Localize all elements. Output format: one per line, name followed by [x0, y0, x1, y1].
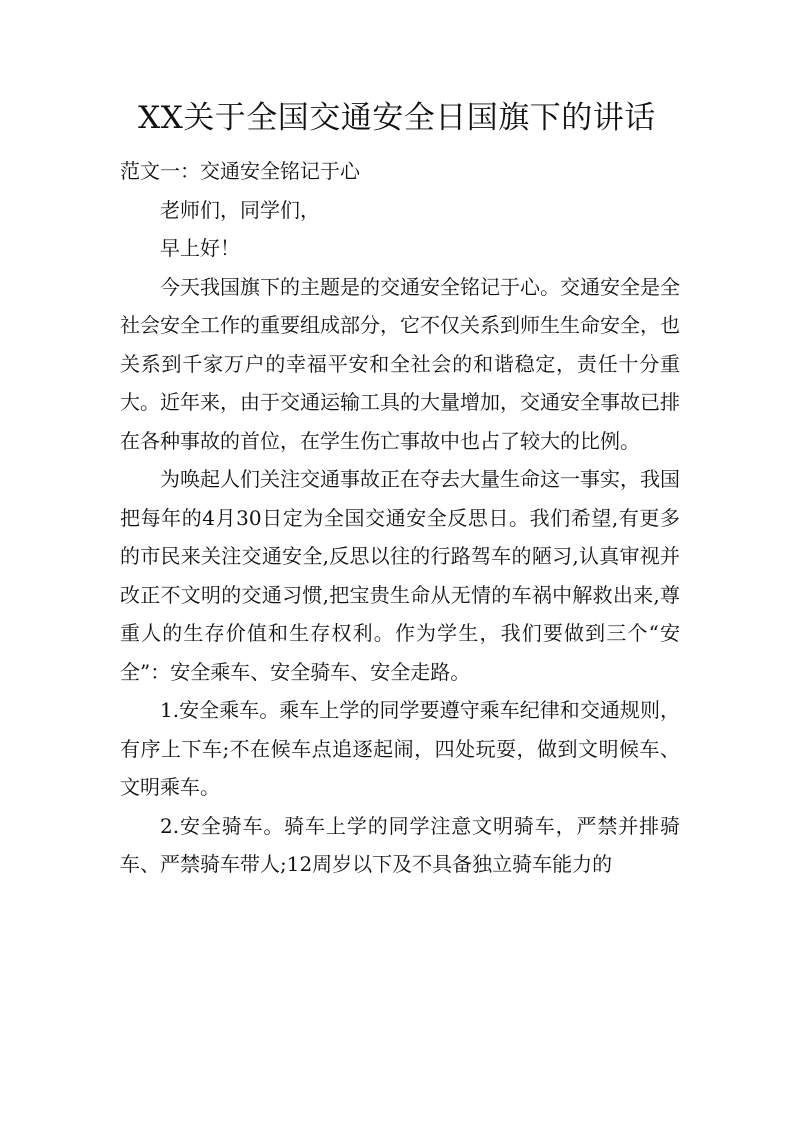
- numbered-paragraph: 2.安全骑车。骑车上学的同学注意文明骑车，严禁并排骑车、严禁骑车带人;12周岁以下及不具备独立骑车能力的: [120, 813, 680, 876]
- numbered-paragraph: 1.安全乘车。乘车上学的同学要遵守乘车纪律和交通规则，有序上下车;不在候车点追逐起闹，四处玩耍，做到文明候车、文明乘车。: [120, 698, 680, 799]
- body-paragraph: 今天我国旗下的主题是的交通安全铭记于心。交通安全是全社会安全工作的重要组成部分，它不仅关系到师生生命安全，也关系到千家万户的幸福平安和全社会的和谐稳定，责任十分重大。近年来，由于交通运输工具的大量增加，交通安全事故已排在各种事故的首位，在学生伤亡事故中也占了较大的比例。: [120, 274, 680, 453]
- body-paragraph: 为唤起人们关注交通事故正在夺去大量生命这一事实，我国把每年的4月30日定为全国交通安全反思日。我们希望,有更多的市民来关注交通安全,反思以往的行路驾车的陋习,认真审视并改正不文明的交通习惯,把宝贵生命从无情的车祸中解救出来,尊重人的生存价值和生存权利。作为学生，我们要做到三个“安全”：安全乘车、安全骑车、安全走路。: [120, 467, 680, 684]
- document-title: XX关于全国交通安全日国旗下的讲话: [138, 100, 656, 136]
- greeting: 早上好！: [160, 236, 240, 260]
- section-heading: 范文一：交通安全铭记于心: [120, 159, 360, 183]
- document-body: [120, 152, 680, 884]
- salutation: 老师们，同学们，: [160, 197, 320, 222]
